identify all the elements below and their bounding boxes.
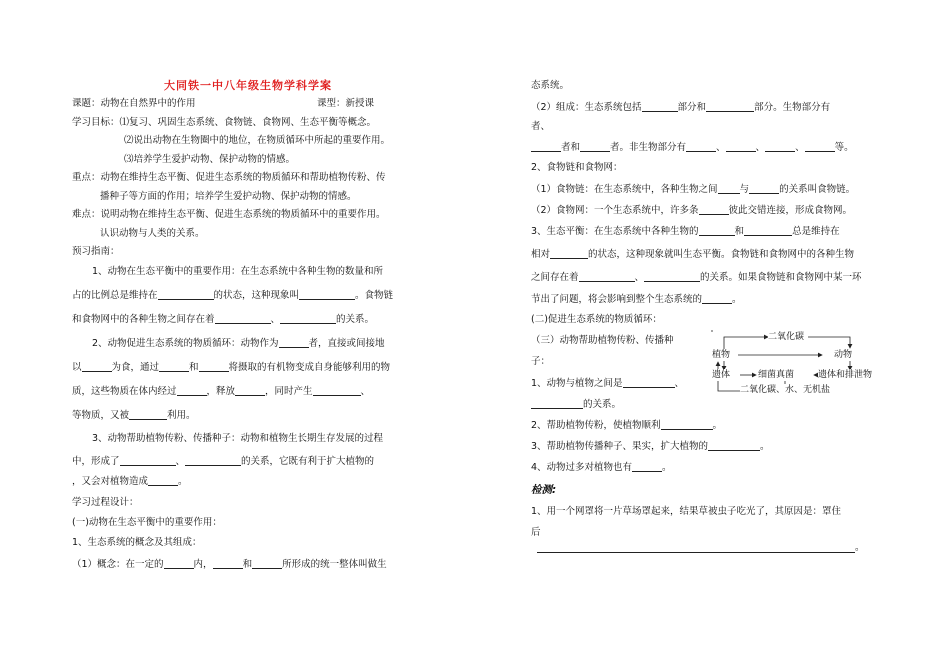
- key-point-1: 重点：动物在维持生态平衡、促进生态系统的物质循环和帮助植物传粉、传: [72, 172, 386, 183]
- fill-blank[interactable]: [708, 439, 760, 451]
- fill-blank[interactable]: [726, 140, 756, 152]
- difficulty-2: 认识动物与人类的关系。: [100, 228, 205, 239]
- preview-2-line-c: 质，这些物质在体内经过 ，释放 ，同时产生 、: [72, 386, 371, 397]
- section-3-heading-cont: 子：: [531, 356, 551, 367]
- fill-blank[interactable]: [642, 100, 678, 112]
- relation-line-a: 1、动物与植物之间是 、: [531, 378, 685, 389]
- fill-blank[interactable]: [579, 270, 635, 282]
- preview-1-line-c: 和食物网中的各种生物之间存在着 、 的关系。: [72, 314, 375, 325]
- answer-line[interactable]: [537, 552, 855, 553]
- fill-blank[interactable]: [623, 376, 675, 388]
- ecosystem-continued: 态系统。: [531, 80, 570, 91]
- fill-blank[interactable]: [213, 557, 243, 569]
- lesson-type: 课型：新授课: [317, 98, 375, 109]
- goal-3: ⑶培养学生爱护动物、保护动物的情感。: [124, 154, 296, 165]
- fill-blank[interactable]: [702, 292, 732, 304]
- label-decomposers: 细菌真菌: [758, 370, 795, 380]
- fill-blank[interactable]: [129, 408, 167, 420]
- preview-3-line-a: 3、动物帮助植物传粉、传播种子：动物和植物生长期生存发展的过程: [92, 433, 384, 444]
- seed-dispersal-line: 3、帮助植物传播种子、果实，扩大植物的 。: [531, 441, 770, 452]
- fill-blank[interactable]: [632, 460, 662, 472]
- label-animal: 动物: [834, 350, 853, 360]
- fill-blank[interactable]: [164, 557, 194, 569]
- balance-line-c: 之间存在着 、 的关系。如果食物链和食物网中某一环: [531, 272, 862, 283]
- fill-blank[interactable]: [644, 270, 700, 282]
- section-2-heading: (二)促进生态系统的物质循环：: [531, 314, 662, 325]
- fill-blank[interactable]: [82, 360, 112, 372]
- composition-line-c: 者和 者。非生物部分有 、 、 、 等。: [531, 140, 854, 155]
- fill-blank[interactable]: [159, 360, 189, 372]
- fill-blank[interactable]: [661, 418, 713, 430]
- fill-blank[interactable]: [280, 312, 336, 324]
- fill-blank[interactable]: [252, 557, 282, 569]
- preview-1-line-b: 占的比例总是维持在 的状态，这种现象叫 。食物链: [72, 290, 394, 301]
- section-3-heading: （三）动物帮助植物传粉、传播种: [531, 335, 674, 346]
- goal-1: 学习目标：⑴复习、巩固生态系统、食物链、食物网、生态平衡等概念。: [72, 117, 377, 128]
- fill-blank[interactable]: [177, 384, 207, 396]
- fill-blank[interactable]: [749, 182, 779, 194]
- fill-blank[interactable]: [686, 140, 716, 152]
- design-heading: 学习过程设计：: [72, 497, 139, 508]
- section-1-item-1: 1、生态系统的概念及其组成：: [72, 537, 202, 548]
- section-1-heading: (一)动物在生态平衡中的重要作用：: [72, 517, 222, 528]
- preview-2-line-a: 2、动物促进生态系统的物质循环：动物作为 者，直接或间接地: [92, 338, 385, 349]
- fill-blank[interactable]: [313, 384, 361, 396]
- preview-1-line-a: 1、动物在生态平衡中的重要作用：在生态系统中各种生物的数量和所: [92, 266, 384, 277]
- fill-blank[interactable]: [699, 224, 735, 236]
- fill-blank[interactable]: [765, 140, 795, 152]
- fill-blank[interactable]: [580, 140, 610, 152]
- preview-3-line-b: 中，形成了 、 的关系，它既有利于扩大植物的: [72, 456, 375, 467]
- fill-blank[interactable]: [805, 140, 835, 152]
- arrow-co2-to-animal: [808, 337, 850, 348]
- fill-blank[interactable]: [718, 182, 740, 194]
- preview-3-line-c: ，又会对植物造成 。: [72, 476, 188, 487]
- relation-line-b: 的关系。: [531, 397, 621, 412]
- balance-line-b: 相对 的状态，这种现象就叫生态平衡。食物链和食物网中的各种生物: [531, 249, 855, 260]
- check-period: 。: [855, 542, 865, 553]
- concept-line: （1）概念：在一定的 内， 和 所形成的统一整体叫做生: [72, 559, 387, 570]
- fill-blank[interactable]: [185, 454, 241, 466]
- balance-line-d: 节出了问题，将会影响到整个生态系统的 。: [531, 294, 742, 305]
- fill-blank[interactable]: [158, 288, 214, 300]
- fill-blank[interactable]: [744, 224, 792, 236]
- fill-blank[interactable]: [235, 384, 265, 396]
- harm-line: 4、动物过多对植物也有 。: [531, 462, 672, 473]
- food-chain-heading: 2、食物链和食物网：: [531, 162, 623, 173]
- lesson-topic: 课题：动物在自然界中的作用: [72, 98, 196, 109]
- preview-2-line-d: 等物质，又被 利用。: [72, 410, 196, 421]
- check-heading: 检测:: [531, 484, 557, 496]
- document-title: 大同铁一中八年级生物学科学案: [164, 79, 332, 92]
- label-remains: 遗体: [712, 370, 731, 380]
- check-question-1: 1、用一个网罩将一片草场罩起来，结果草被虫子吃光了，其原因是：罩住: [531, 506, 842, 517]
- arrow-plant-to-co2: [724, 337, 768, 350]
- goal-2: ⑵说出动物在生物圈中的地位，在物质循环中所起的重要作用。: [124, 135, 391, 146]
- fill-blank[interactable]: [120, 454, 176, 466]
- preview-heading: 预习指南：: [72, 246, 120, 257]
- fill-blank[interactable]: [148, 474, 178, 486]
- fill-blank[interactable]: [215, 312, 271, 324]
- pollination-line: 2、帮助植物传粉，使植物顺利 。: [531, 420, 723, 431]
- food-web-line: （2）食物网：一个生态系统中，许多条 彼此交错连接，形成食物网。: [531, 205, 853, 216]
- fill-blank[interactable]: [706, 100, 754, 112]
- label-remains-excreta: 遗体和排泄物: [818, 370, 873, 380]
- food-chain-line: （1）食物链：在生态系统中，各种生物之间 与 的关系叫食物链。: [531, 184, 856, 195]
- check-question-1-cont: 后: [531, 527, 541, 538]
- difficulty-1: 难点：说明动物在维持生态平衡、促进生态系统的物质循环中的重要作用。: [72, 209, 386, 220]
- fill-blank[interactable]: [299, 288, 355, 300]
- fill-blank[interactable]: [531, 140, 561, 152]
- label-products: 二氧化碳、水、无机盐: [740, 385, 831, 395]
- label-co2: 二氧化碳: [768, 332, 805, 342]
- fill-blank[interactable]: [531, 397, 583, 409]
- composition-line-a: （2）组成：生态系统包括 部分和 部分。生物部分有: [531, 102, 831, 113]
- material-cycle-diagram: [710, 318, 890, 398]
- fill-blank[interactable]: [699, 203, 729, 215]
- preview-2-line-b: 以 为食，通过 和 将摄取的有机物变成自身能够利用的物: [72, 362, 391, 373]
- label-plant: 植物: [712, 350, 731, 360]
- fill-blank[interactable]: [279, 336, 309, 348]
- fill-blank[interactable]: [550, 247, 588, 259]
- composition-line-b: 者、: [531, 121, 551, 132]
- balance-line-a: 3、生态平衡：在生态系统中各种生物的 和 总是维持在: [531, 226, 840, 237]
- fill-blank[interactable]: [199, 360, 229, 372]
- key-point-2: 播种子等方面的作用；培养学生爱护动物、保护动物的情感。: [100, 191, 357, 202]
